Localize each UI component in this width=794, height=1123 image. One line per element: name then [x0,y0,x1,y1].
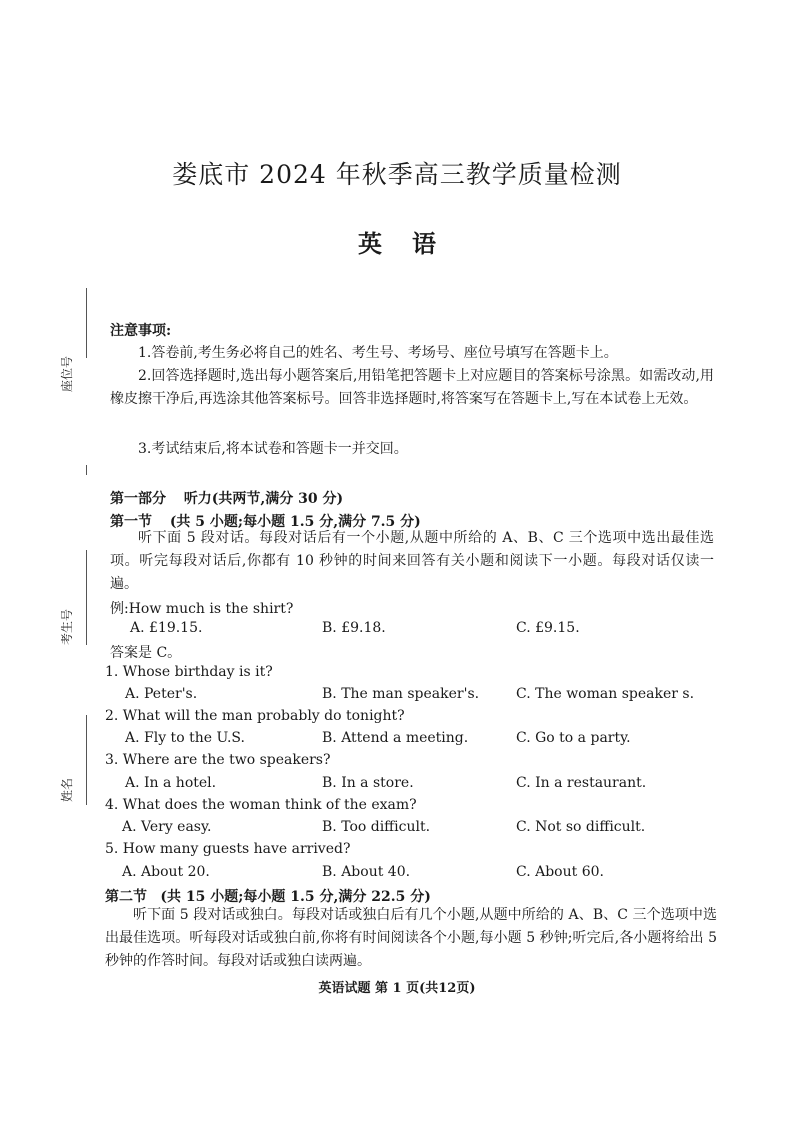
question-1: 1. Whose birthday is it? [105,664,273,680]
candidate-number-label: 考生号 [60,608,74,645]
q4-option-c: C. Not so difficult. [516,819,646,835]
q3-option-c: C. In a restaurant. [516,775,647,791]
notice-item-3: 3.考试结束后,将本试卷和答题卡一并交回。 [138,441,408,457]
separator-line [86,465,87,475]
q2-option-c: C. Go to a party. [516,730,631,746]
exam-title: 娄底市 2024 年秋季高三教学质量检测 [172,160,622,189]
example-question: 例:How much is the shirt? [110,601,294,617]
q3-option-b: B. In a store. [322,775,414,791]
seat-number-label: 座位号 [60,355,74,392]
part1-subtitle: 听力(共两节,满分 30 分) [183,491,344,507]
seat-number-line [86,288,87,358]
notice-heading: 注意事项: [110,323,172,339]
q1-option-a: A. Peter's. [125,686,198,702]
example-option-b: B. £9.18. [322,620,386,636]
example-answer: 答案是 C。 [110,645,182,661]
section1-title: 第一节 [110,514,152,530]
q2-option-a: A. Fly to the U.S. [125,730,245,746]
question-5: 5. How many guests have arrived? [105,841,351,857]
section2-instructions: 听下面 5 段对话或独白。每段对话或独白后有几个小题,从题中所给的 A、B、C 三个选项中选出最佳选项。听每段对话或独白前,你将有时间阅读各个小题,每小题 5 秒钟;听完后,各小题将给出 5 秒钟的作答时间。每段对话或独白读两遍。 [105,907,717,969]
section1-subtitle: (共 5 小题;每小题 1.5 分,满分 7.5 分) [169,514,421,530]
candidate-number-line [86,550,87,645]
section2-title: 第二节 [105,889,147,905]
notice-item-1: 1.答卷前,考生务必将自己的姓名、考生号、考场号、座位号填写在答题卡上。 [138,345,618,361]
q4-option-a: A. Very easy. [122,819,212,835]
q1-option-c: C. The woman speaker s. [516,686,695,702]
part1-title: 第一部分 [110,491,166,507]
q1-option-b: B. The man speaker's. [322,686,480,702]
section2-subtitle: (共 15 小题;每小题 1.5 分,满分 22.5 分) [160,889,431,905]
q5-option-b: B. About 40. [322,864,411,880]
q3-option-a: A. In a hotel. [125,775,217,791]
question-3: 3. Where are the two speakers? [105,752,331,768]
question-4: 4. What does the woman think of the exam? [105,797,417,813]
part1-heading [110,488,343,508]
section1-instructions: 听下面 5 段对话。每段对话后有一个小题,从题中所给的 A、B、C 三个选项中选出最佳选项。听完每段对话后,你都有 10 秒钟的时间来回答有关小题和阅读下一小题。每段对话仅读一遍。 [110,530,714,592]
example-option-c: C. £9.15. [516,620,580,636]
page-footer: 英语试题 第 1 页(共12页) [318,981,476,996]
q5-option-c: C. About 60. [516,864,604,880]
q2-option-b: B. Attend a meeting. [322,730,469,746]
section2-heading [105,886,431,906]
question-2: 2. What will the man probably do tonight? [105,708,405,724]
name-line [86,715,87,805]
q5-option-a: A. About 20. [122,864,210,880]
subject-title: 英语 [358,229,466,258]
example-option-a: A. £19.15. [130,620,203,636]
notice-item-2: 2.回答选择题时,选出每小题答案后,用铅笔把答题卡上对应题目的答案标号涂黑。如需改动,用橡皮擦干净后,再选涂其他答案标号。回答非选择题时,将答案写在答题卡上,写在本试卷上无效。 [110,368,714,407]
name-label: 姓名 [60,777,74,802]
q4-option-b: B. Too difficult. [322,819,431,835]
